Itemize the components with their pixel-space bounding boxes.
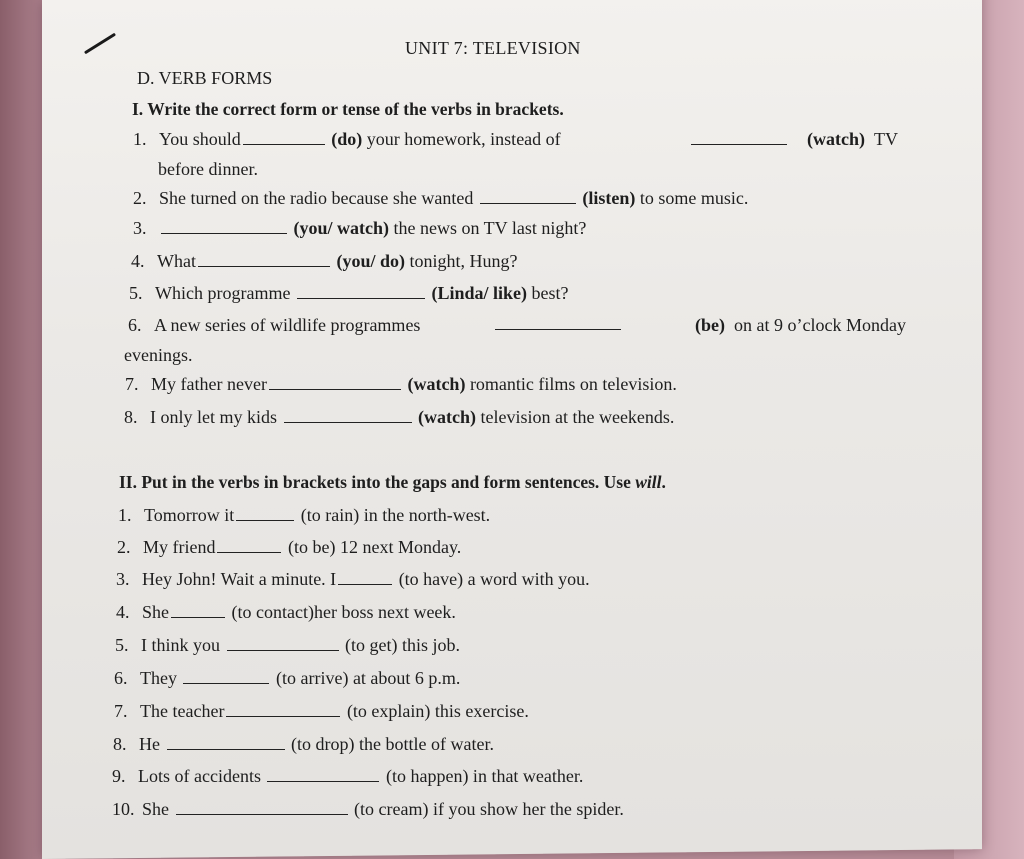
item-number: 2. (117, 537, 131, 557)
part1-item-2 (133, 188, 748, 209)
item-number: 9. (112, 766, 126, 786)
answer-blank[interactable] (243, 130, 325, 145)
item-text: (to be) 12 next Monday. (287, 537, 462, 557)
item-text: (to cream) if you show her the spider. (354, 799, 624, 819)
answer-blank[interactable] (161, 219, 287, 234)
answer-blank[interactable] (297, 284, 425, 299)
item-text: They (140, 668, 177, 688)
answer-blank[interactable] (217, 538, 281, 553)
item-text: He (139, 734, 160, 754)
item-text: Tomorrow it (144, 505, 235, 525)
verb-cue: (do) (331, 129, 363, 149)
part2-item-3 (116, 569, 590, 590)
part2-item-1 (118, 505, 490, 526)
item-text: I think you (141, 635, 220, 655)
item-text: best? (531, 283, 569, 303)
verb-cue: (you/ do) (336, 251, 405, 271)
answer-blank[interactable] (269, 375, 401, 390)
part1-item-6 (128, 315, 906, 336)
item-text: She (142, 799, 169, 819)
item-text: She (142, 602, 169, 622)
part2-heading (119, 472, 666, 493)
item-number: 4. (116, 602, 130, 622)
part2-item-9 (112, 766, 583, 787)
part1-item-6-cont: evenings. (124, 345, 193, 365)
verb-cue: (you/ watch) (293, 218, 389, 238)
verb-cue: (Linda/ like) (431, 283, 527, 303)
part2-item-5 (115, 635, 460, 656)
item-number: 7. (125, 374, 139, 394)
verb-cue: (watch) (407, 374, 466, 394)
item-number: 1. (133, 129, 147, 149)
item-text: The teacher (140, 701, 225, 721)
part1-item-1 (133, 129, 898, 150)
part2-item-4 (116, 602, 456, 623)
answer-blank[interactable] (176, 800, 348, 815)
answer-blank[interactable] (171, 603, 225, 618)
item-text: (to arrive) at about 6 p.m. (275, 668, 461, 688)
item-text: Hey John! Wait a minute. I (142, 569, 337, 589)
part1-item-3 (133, 218, 586, 239)
item-number: 3. (133, 218, 147, 238)
part1-item-4 (131, 251, 518, 272)
item-text: What (157, 251, 196, 271)
item-text: to some music. (639, 188, 749, 208)
part1-item-5 (129, 283, 568, 304)
item-number: 2. (133, 188, 147, 208)
item-text: (to have) a word with you. (398, 569, 590, 589)
verb-cue: (listen) (582, 188, 636, 208)
item-text: your homework, instead of (366, 129, 561, 149)
item-text: TV (874, 129, 898, 149)
part2-item-10 (112, 799, 624, 820)
item-text: Which programme (155, 283, 291, 303)
item-number: 7. (114, 701, 128, 721)
item-text: (to contact)her boss next week. (231, 602, 456, 622)
item-number: 1. (118, 505, 132, 525)
part2-item-8 (113, 734, 494, 755)
item-number: 6. (128, 315, 142, 335)
item-text: television at the weekends. (480, 407, 675, 427)
part2-item-7 (114, 701, 529, 722)
item-number: 6. (114, 668, 128, 688)
answer-blank[interactable] (226, 702, 340, 717)
answer-blank[interactable] (495, 315, 621, 330)
answer-blank[interactable] (227, 636, 339, 651)
part2-item-2 (117, 537, 461, 558)
part2-heading-end: . (661, 472, 666, 492)
item-text: She turned on the radio because she wanted (159, 188, 474, 208)
item-text: on at 9 o’clock Monday (734, 315, 906, 335)
part1-item-7 (125, 374, 677, 395)
item-text: (to drop) the bottle of water. (291, 734, 494, 754)
item-number: 4. (131, 251, 145, 271)
item-number: 5. (129, 283, 143, 303)
item-number: 8. (124, 407, 138, 427)
answer-blank[interactable] (338, 570, 392, 585)
item-number: 5. (115, 635, 129, 655)
answer-blank[interactable] (691, 130, 787, 145)
item-text: (to explain) this exercise. (346, 701, 529, 721)
item-number: 8. (113, 734, 127, 754)
verb-cue: (watch) (807, 129, 865, 149)
part1-item-1-cont: before dinner. (158, 159, 258, 179)
item-text: I only let my kids (150, 407, 277, 427)
item-number: 10. (112, 799, 135, 819)
check-mark-icon (84, 33, 116, 55)
verb-cue: (be) (695, 315, 726, 335)
item-text: My father never (151, 374, 267, 394)
item-text: Lots of accidents (138, 766, 261, 786)
answer-blank[interactable] (236, 506, 294, 521)
item-text: You should (159, 129, 241, 149)
part2-heading-keyword: will (635, 472, 662, 492)
item-text: the news on TV last night? (393, 218, 587, 238)
part2-heading-text: II. Put in the verbs in brackets into the gaps and form sentences. Use (119, 472, 636, 492)
item-text: My friend (143, 537, 216, 557)
section-title: D. VERB FORMS (137, 68, 273, 88)
answer-blank[interactable] (284, 408, 412, 423)
item-text: romantic films on television. (469, 374, 677, 394)
item-number: 3. (116, 569, 130, 589)
item-text: A new series of wildlife programmes (154, 315, 421, 335)
item-text: (to happen) in that weather. (385, 766, 584, 786)
answer-blank[interactable] (183, 669, 269, 684)
page-title: UNIT 7: TELEVISION (405, 38, 581, 58)
answer-blank[interactable] (480, 189, 576, 204)
answer-blank[interactable] (267, 767, 379, 782)
part1-item-8 (124, 407, 674, 428)
part1-heading: I. Write the correct form or tense of the verbs in brackets. (132, 99, 564, 119)
item-text: tonight, Hung? (409, 251, 518, 271)
item-text: (to rain) in the north-west. (300, 505, 491, 525)
answer-blank[interactable] (198, 252, 330, 267)
part2-item-6 (114, 668, 460, 689)
verb-cue: (watch) (418, 407, 476, 427)
answer-blank[interactable] (167, 735, 285, 750)
item-text: (to get) this job. (345, 635, 460, 655)
